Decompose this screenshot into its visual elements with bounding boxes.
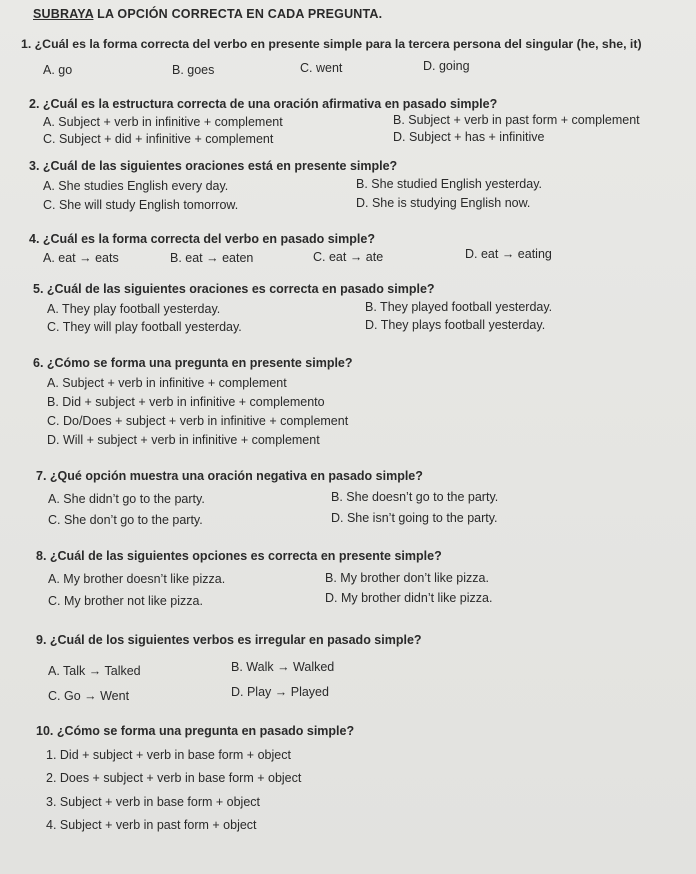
q7-option-d[interactable]: D. She isn’t going to the party.	[331, 511, 498, 525]
q7-option-b[interactable]: B. She doesn’t go to the party.	[331, 490, 499, 504]
q3-option-c[interactable]: C. She will study English tomorrow.	[43, 198, 239, 212]
question-2: 2. ¿Cuál es la estructura correcta de una oración afirmativa en pasado simple?	[29, 97, 498, 111]
q8-option-c[interactable]: C. My brother not like pizza.	[48, 594, 203, 608]
question-4: 4. ¿Cuál es la forma correcta del verbo en pasado simple?	[29, 232, 375, 246]
q8-option-b[interactable]: B. My brother don’t like pizza.	[325, 571, 489, 585]
header-underlined-word: SUBRAYA	[33, 7, 94, 21]
q1-option-d[interactable]: D. going	[423, 59, 470, 73]
question-8: 8. ¿Cuál de las siguientes opciones es correcta en presente simple?	[36, 549, 442, 563]
q1-option-c[interactable]: C. went	[300, 61, 343, 75]
question-1: 1. ¿Cuál es la forma correcta del verbo en presente simple para la tercera persona del singular (he, she, it)	[21, 37, 642, 51]
q3-option-a[interactable]: A. She studies English every day.	[43, 179, 229, 193]
question-5: 5. ¿Cuál de las siguientes oraciones es correcta en pasado simple?	[33, 282, 435, 296]
q5-option-a[interactable]: A. They play football yesterday.	[47, 302, 221, 316]
q1-option-b[interactable]: B. goes	[172, 63, 215, 77]
q2-option-d[interactable]: D. Subject + has + infinitive	[393, 130, 545, 144]
q6-option-b[interactable]: B. Did + subject + verb in infinitive + complemento	[47, 395, 325, 409]
q10-option-2[interactable]: 2. Does + subject + verb in base form + object	[46, 771, 302, 785]
q8-option-d[interactable]: D. My brother didn’t like pizza.	[325, 591, 493, 605]
q4-option-c[interactable]: C. eat → ate	[313, 250, 384, 264]
q4-option-a[interactable]: A. eat → eats	[43, 251, 119, 265]
question-10: 10. ¿Cómo se forma una pregunta en pasado simple?	[36, 724, 355, 738]
q2-option-c[interactable]: C. Subject + did + infinitive + complement	[43, 132, 274, 146]
q4-option-b[interactable]: B. eat → eaten	[170, 251, 254, 265]
q9-option-a[interactable]: A. Talk → Talked	[48, 664, 141, 678]
q6-option-a[interactable]: A. Subject + verb in infinitive + complement	[47, 376, 287, 390]
q1-option-a[interactable]: A. go	[43, 63, 73, 77]
q4-option-d[interactable]: D. eat → eating	[465, 247, 552, 261]
worksheet-header	[33, 8, 382, 21]
q9-option-d[interactable]: D. Play → Played	[231, 685, 329, 699]
q3-option-d[interactable]: D. She is studying English now.	[356, 196, 531, 210]
question-9: 9. ¿Cuál de los siguientes verbos es irregular en pasado simple?	[36, 633, 422, 647]
header-instruction: LA OPCIÓN CORRECTA EN CADA PREGUNTA.	[93, 7, 383, 21]
question-7: 7. ¿Qué opción muestra una oración negativa en pasado simple?	[36, 469, 423, 483]
q10-option-3[interactable]: 3. Subject + verb in base form + object	[46, 795, 261, 809]
q7-option-c[interactable]: C. She don’t go to the party.	[48, 513, 203, 527]
q10-option-4[interactable]: 4. Subject + verb in past form + object	[46, 818, 257, 832]
q6-option-c[interactable]: C. Do/Does + subject + verb in infinitive + complement	[47, 414, 349, 428]
q5-option-c[interactable]: C. They will play football yesterday.	[47, 320, 242, 334]
q3-option-b[interactable]: B. She studied English yesterday.	[356, 177, 542, 191]
question-6: 6. ¿Cómo se forma una pregunta en presente simple?	[33, 356, 353, 370]
q2-option-a[interactable]: A. Subject + verb in infinitive + complement	[43, 115, 283, 129]
q6-option-d[interactable]: D. Will + subject + verb in infinitive + complement	[47, 433, 320, 447]
q9-option-b[interactable]: B. Walk → Walked	[231, 660, 335, 674]
question-3: 3. ¿Cuál de las siguientes oraciones está en presente simple?	[29, 159, 398, 173]
q7-option-a[interactable]: A. She didn’t go to the party.	[48, 492, 205, 506]
q5-option-b[interactable]: B. They played football yesterday.	[365, 300, 553, 314]
q9-option-c[interactable]: C. Go → Went	[48, 689, 130, 703]
q8-option-a[interactable]: A. My brother doesn’t like pizza.	[48, 572, 226, 586]
q10-option-1[interactable]: 1. Did + subject + verb in base form + object	[46, 748, 291, 762]
q2-option-b[interactable]: B. Subject + verb in past form + complement	[393, 113, 640, 127]
q5-option-d[interactable]: D. They plays football yesterday.	[365, 318, 546, 332]
